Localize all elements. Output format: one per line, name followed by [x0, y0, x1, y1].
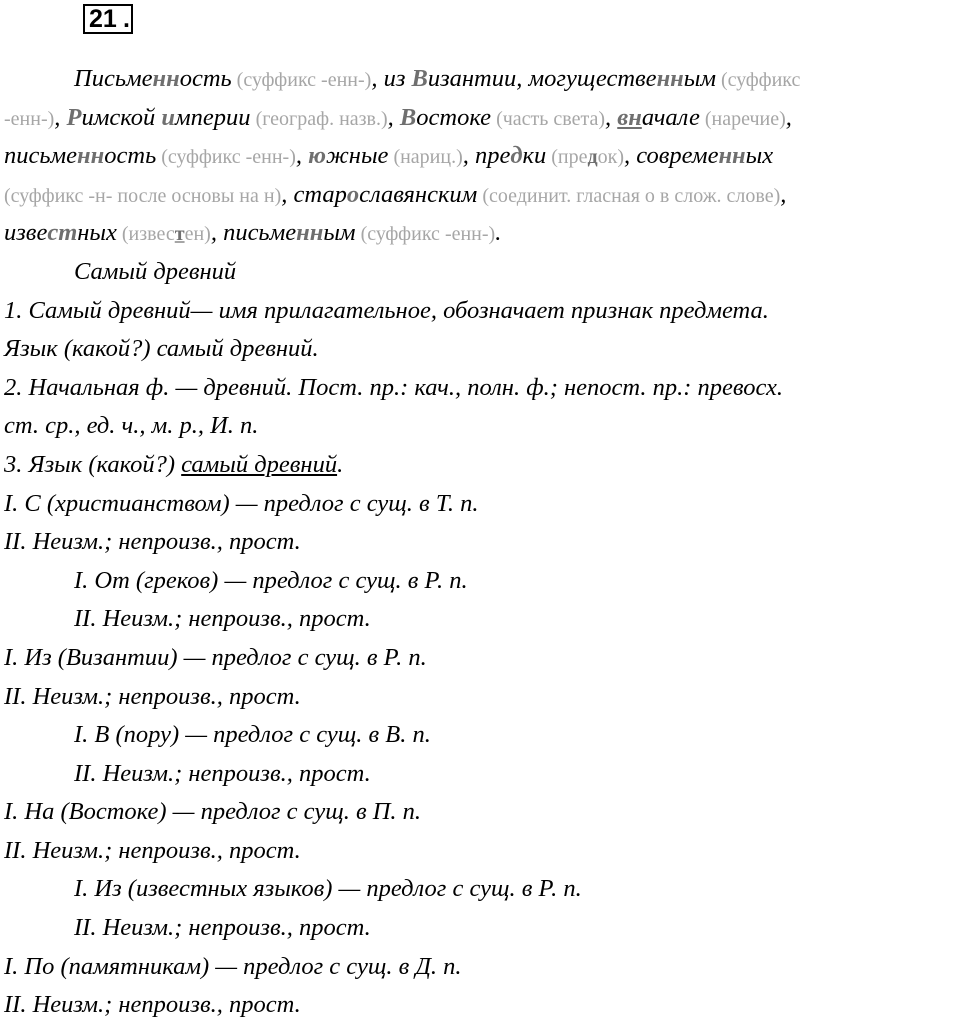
parse-line: ст. ср., ед. ч., м. р., И. п.	[4, 412, 259, 440]
highlighted-letters: нн	[152, 65, 180, 92]
word-part: .	[495, 219, 502, 247]
word-part: жные	[326, 142, 389, 170]
word-part: изве	[4, 219, 48, 247]
word-part: , письме	[210, 219, 297, 247]
gray-note: -енн-)	[4, 107, 55, 130]
word-part: ость	[179, 65, 232, 92]
word-part: славянским	[359, 180, 478, 208]
word-part: , из	[371, 65, 412, 92]
parse-line: Язык (какой?) самый древний.	[4, 335, 319, 363]
word-part: , пре	[462, 142, 511, 170]
preposition-line: II. Неизм.; непроизв., прост.	[4, 682, 301, 710]
highlighted-letters: нн	[77, 142, 105, 170]
word-part: Письме	[74, 65, 153, 92]
gray-note: (пре	[546, 146, 588, 169]
gray-note: (нариц.)	[388, 146, 463, 169]
word-part: , совреме	[624, 142, 719, 170]
text-line-2	[4, 99, 954, 138]
gray-note: (суффикс	[716, 69, 801, 91]
highlighted-letters: ю	[308, 142, 327, 170]
preposition-line: I. Из (известных языков) — предлог с сущ. в Р. п.	[74, 875, 582, 903]
exercise-number-box	[83, 4, 133, 34]
preposition-line: II. Неизм.; непроизв., прост.	[4, 836, 301, 864]
word-part: ,	[54, 103, 67, 131]
gray-note: ок)	[597, 146, 625, 169]
highlighted-letters: и	[161, 103, 176, 131]
highlighted-underlined-letters: т	[174, 223, 185, 246]
highlighted-letters: нн	[296, 219, 324, 247]
parse-line	[4, 446, 954, 485]
word-part: ым	[683, 65, 717, 92]
word-part: ачале	[641, 103, 700, 131]
highlighted-letters: нн	[718, 142, 746, 170]
exercise-number-dot: .	[123, 5, 130, 33]
preposition-line: I. От (греков) — предлог с сущ. в Р. п.	[74, 566, 468, 594]
word-part: ки	[522, 142, 547, 170]
parse-heading: Самый древний	[74, 257, 237, 285]
highlighted-underlined-letters: вн	[617, 103, 642, 131]
parse-line: 2. Начальная ф. — древний. Пост. пр.: кач., полн. ф.; непост. пр.: превосх.	[4, 373, 784, 401]
text-line-5	[4, 214, 954, 253]
parse-text: 3. Язык (какой?)	[4, 450, 182, 478]
highlighted-letters: о	[346, 180, 360, 208]
gray-note: (извес	[116, 223, 175, 246]
exercise-body	[4, 60, 954, 1025]
highlighted-underlined-letters: д	[587, 146, 598, 169]
preposition-line: II. Неизм.; непроизв., прост.	[74, 605, 371, 633]
word-part: имской	[81, 103, 162, 131]
preposition-line: I. В (пору) — предлог с сущ. в В. п.	[74, 721, 431, 749]
word-part: ,	[295, 142, 309, 170]
highlighted-letters: ст	[47, 219, 78, 247]
preposition-line: II. Неизм.; непроизв., прост.	[4, 991, 301, 1019]
preposition-line: I. На (Востоке) — предлог с сущ. в П. п.	[4, 798, 422, 826]
gray-note: (суффикс -енн-)	[231, 69, 372, 91]
highlighted-letters: В	[411, 65, 428, 92]
gray-note: (часть света)	[491, 107, 605, 130]
preposition-line: I. По (памятникам) — предлог с сущ. в Д. п.	[4, 952, 462, 980]
word-part: ых	[745, 142, 774, 170]
highlighted-letters: д	[510, 142, 523, 170]
gray-note: (суффикс -енн-)	[156, 146, 296, 169]
text-line-4	[4, 176, 954, 215]
gray-note: (наречие)	[699, 107, 786, 130]
parse-text: .	[337, 450, 344, 478]
word-part: , стар	[281, 180, 347, 208]
parse-line: 1. Самый древний— имя прилагательное, обозначает признак предмета.	[4, 296, 769, 324]
highlighted-letters: В	[399, 103, 417, 131]
word-part: письме	[4, 142, 78, 170]
gray-note: (суффикс -н- после основы на н)	[4, 184, 282, 207]
text-line-1	[4, 60, 954, 99]
gray-note: (географ. назв.)	[250, 107, 388, 130]
gray-note: ен)	[184, 223, 211, 246]
word-part: мперии	[175, 103, 251, 131]
preposition-line: I. Из (Византии) — предлог с сущ. в Р. п.	[4, 643, 427, 671]
text-line-3	[4, 137, 954, 176]
preposition-line: I. С (христианством) — предлог с сущ. в Т. п.	[4, 489, 479, 517]
word-part: ,	[780, 180, 787, 208]
exercise-number: 21	[89, 5, 117, 33]
word-part: ,	[387, 103, 400, 131]
preposition-line: II. Неизм.; непроизв., прост.	[74, 914, 371, 942]
word-part: остоке	[416, 103, 492, 131]
word-part: ,	[785, 103, 792, 131]
underlined-phrase: самый древний	[181, 450, 338, 478]
gray-note: (суффикс -енн-)	[355, 223, 496, 246]
gray-note: (соединит. гласная о в слож. слове)	[477, 184, 781, 207]
word-part: ым	[323, 219, 356, 247]
preposition-line: II. Неизм.; непроизв., прост.	[74, 759, 371, 787]
preposition-line: II. Неизм.; непроизв., прост.	[4, 528, 301, 556]
word-part: изантии, могуществе	[427, 65, 657, 92]
word-part: ных	[77, 219, 117, 247]
word-part: ,	[605, 103, 618, 131]
highlighted-letters: Р	[66, 103, 82, 131]
word-part: ость	[104, 142, 157, 170]
highlighted-letters: нн	[656, 65, 684, 92]
